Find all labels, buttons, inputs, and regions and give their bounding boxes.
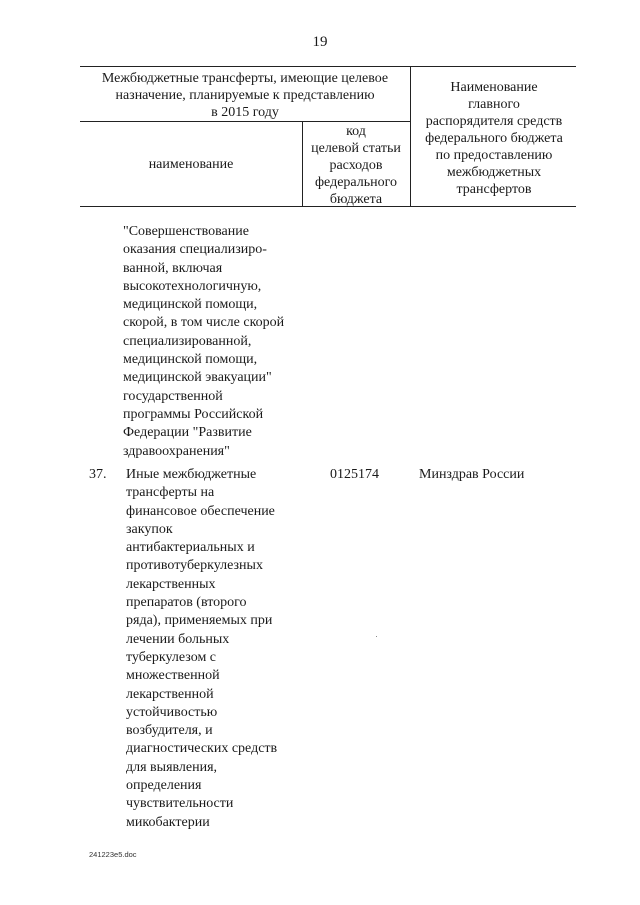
header-divider-code [302, 121, 303, 206]
footer-filename: 241223e5.doc [89, 850, 137, 859]
page-number: 19 [312, 34, 328, 50]
row-admin: Минздрав России [419, 467, 525, 482]
table-header [0, 0, 640, 215]
header-col-name: наименование [148, 157, 234, 172]
header-divider-admin [410, 66, 411, 206]
row-code: 0125174 [330, 467, 379, 482]
header-top-rule [80, 66, 576, 67]
row-number: 37. [89, 467, 107, 482]
header-col-admin: Наименование главного распорядителя средств федерального бюджета по предоставлению межбюджетных трансфертов [425, 80, 563, 197]
scan-speck [376, 636, 377, 637]
table-row [0, 466, 640, 830]
header-group-title: Межбюджетные трансферты, имеющие целевое назначение, планируемые к представлению в 2015 году [101, 71, 389, 120]
header-mid-rule [80, 121, 410, 122]
header-col-code: код целевой статьи расходов федерального бюджета [311, 124, 401, 207]
continuation-text: "Совершенствование оказания специализиро- ванной, включая высокотехнологичную, медицинской помощи, скорой, в том числе скорой специализированной, медицинской помощи, медицинской эвакуации" государственной программы Российской Федерации "Развитие здравоохранения" [123, 224, 285, 459]
row-name: Иные межбюджетные трансферты на финансовое обеспечение закупок антибактериальных и противотуберкулезных лекарственных препаратов (второго ряда), применяемых при лечении больных туберкулезом с множественной лекарственной устойчивостью возбудителя, и диагностических средств для выявления, определения чувствительности микобактерии [126, 467, 278, 830]
